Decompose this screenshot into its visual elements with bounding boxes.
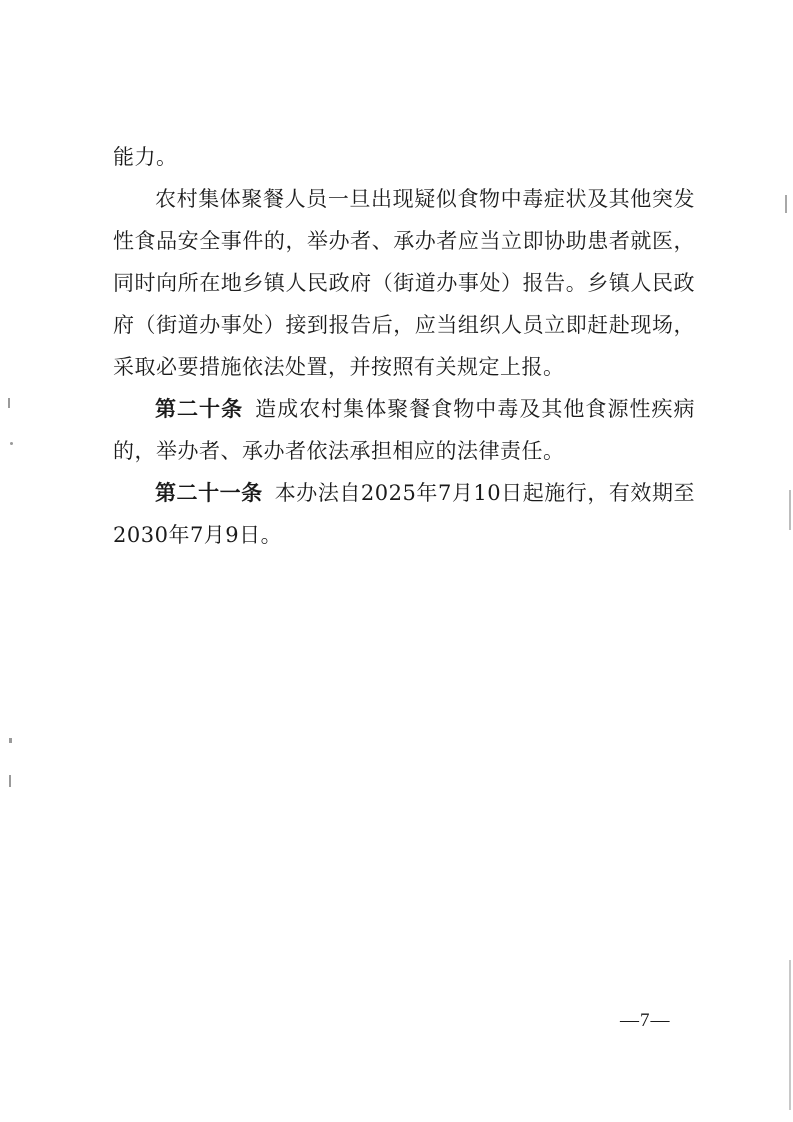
article-21 <box>113 472 695 556</box>
scan-artifact <box>789 960 791 1110</box>
scan-artifact <box>8 398 10 408</box>
article-21-title: 第二十一条 <box>155 481 263 505</box>
scan-artifact <box>785 195 787 213</box>
paragraph-emergency-report: 农村集体聚餐人员一旦出现疑似食物中毒症状及其他突发性食品安全事件的，举办者、承办者应当立即协助患者就医，同时向所在地乡镇人民政府（街道办事处）报告。乡镇人民政府（街道办事处）接到报告后，应当组织人员立即赶赴现场，采取必要措施依法处置，并按照有关规定上报。 <box>113 187 695 379</box>
article-20-text: 造成农村集体聚餐食物中毒及其他食源性疾病的，举办者、承办者依法承担相应的法律责任。 <box>113 397 696 463</box>
scan-artifact <box>789 490 791 530</box>
page-number: —7— <box>620 1010 671 1031</box>
continued-line: 能力。 <box>113 145 178 169</box>
article-20 <box>113 388 695 472</box>
body-text <box>113 136 695 556</box>
scan-artifact <box>9 775 11 787</box>
scan-artifact <box>9 738 12 743</box>
article-20-title: 第二十条 <box>155 397 244 421</box>
article-21-text: 本办法自2025年7月10日起施行，有效期至2030年7月9日。 <box>113 481 696 547</box>
scan-artifact <box>10 442 13 445</box>
